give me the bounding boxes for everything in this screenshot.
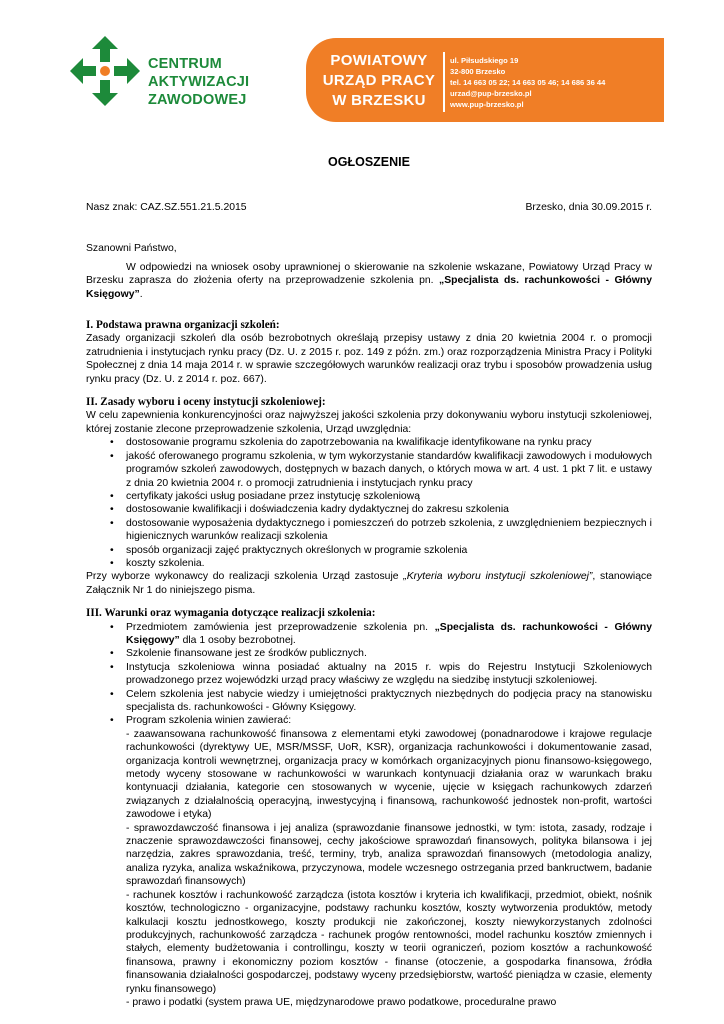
program-item: - zaawansowana rachunkowość finansowa z elementami etyki zawodowej (ponadnarodowe i krajowe regulacje rachunkowości (dyrektywy UE, MSR/MSSF, UoR, KSR), organizacja rachunkowości i dokumentowanie zasad, organizacja kontroli wewnętrznej, organizacja pracy w komórkach organizacyjnych pionu finansowo-księgowego, metody wyceny stosowane w rachunkowości w warunkach kontynuacji działania oraz w warunkach braku kontynuacji działania, kategorie cen stosowanych w wycenie, ujęcie w księgach rachunkowych zdarzeń związanych z działalnością operacyjną, inwestycyjną i finansową, rachunkowość jednostek non-profit, wartości zawodowe i etyka) [126,728,652,821]
requirements-list [86,621,652,1010]
list-item: • dostosowanie wyposażenia dydaktycznego i pomieszczeń do potrzeb szkolenia, z uwzględnieniem bezpiecznych i higienicznych warunków realizacji szkolenia [110,517,652,543]
announcement-body [86,150,652,1009]
section-2-closing: Przy wyborze wykonawcy do realizacji szkolenia Urząd zastosuje „Kryteria wyboru instytucji szkoleniowej”, stanowiące Załącznik Nr 1 do niniejszego pisma. [86,571,652,596]
program-item: - rachunek kosztów i rachunkowość zarządcza (istota kosztów i kryteria ich kwalifikacji, przedmiot, obiekt, nośnik kosztów, technologiczno - organizacyjne, podstawy rachunku kosztów, koszty wytworzenia produktów, metody kalkulacji kosztu jednostkowego, koszty produkcji nie zakończonej, koszty niewykorzystanych zdolności produkcyjnych, rachunkowość zarządcza - rachunek progów rentowności, model rachunku kosztów zmiennych i stałych, elementy budżetowania i controllingu, koszty w teorii ograniczeń, poziom kosztów a rachunkowość finansowa, prawny i ekonomiczny poziom kosztów - finanse (otoczenie, a gospodarka finansowa, źródła finansowania działalności gospodarczej, podstawy wyceny przedsiębiorstw, wartość pieniądza w czasie, elementy rynku finansowego) [126,889,652,995]
intro-paragraph: W odpowiedzi na wniosek osoby uprawnionej o skierowanie na szkolenie wskazane, Powiatowy Urząd Pracy w Brzesku zaprasza do złożenia oferty na przeprowadzenie szkolenia pn. „Specjalista ds. rachunkowości - Główny Księgowy”. [86,261,652,300]
list-item: • Celem szkolenia jest nabycie wiedzy i umiejętności praktycznych niezbędnych do podjęcia pracy na stanowisku specjalista ds. rachunkowości - Główny Księgowy. [110,688,652,713]
office-name: POWIATOWY URZĄD PRACY W BRZESKU [322,52,436,109]
reference-number: Nasz znak: CAZ.SZ.551.21.5.2015 [86,202,247,213]
list-item: • Szkolenie finansowane jest ze środków publicznych. [110,648,367,660]
list-item: • koszty szkolenia. [110,557,205,569]
document-title: OGŁOSZENIE [328,155,410,169]
list-item: • Przedmiotem zamówienia jest przeprowadzenie szkolenia pn. „Specjalista ds. rachunkowości - Główny Księgowy” dla 1 osoby bezrobotnej. [110,621,652,646]
program-item: - sprawozdawczość finansowa i jej analiza (sprawozdanie finansowe jednostki, w tym: istota, zasady, rodzaje i znaczenie sprawozdawczości finansowej, cechy jakościowe sprawozdań finansowych, polityka bilansowa i jej narzędzia, zakres sprawozdania, treść, terminy, tryb, analiza sprawozdań finansowych (metodologia analizy, analiza ryzyka, analiza wskaźnikowa, przyczynowa, modele wczesnego ostrzegania przed bankructwem, badanie sprawozdań finansowych) [126,822,652,888]
list-item: • certyfikaty jakości usług posiadane przez instytucję szkoleniową [110,490,420,502]
list-item: • sposób organizacji zajęć praktycznych określonych w programie szkolenia [110,544,468,556]
list-item: • Program szkolenia winien zawierać: - zaawansowana rachunkowość finansowa z elementami etyki zawodowej (ponadnarodowe i krajowe regulacje rachunkowości (dyrektywy UE, MSR/MSSF, UoR, KSR), organizacja rachunkowości i dokumentowanie zasad, organizacja kontroli wewnętrznej, organizacja pracy w komórkach organizacyjnych pionu finansowo-księgowego, metody wyceny stosowane w rachunkowości w warunkach kontynuacji działania oraz w warunkach braku kontynuacji działania, kategorie cen stosowanych w wycenie, ujęcie w księgach rachunkowych zdarzeń związanych z działalnością operacyjną, inwestycyjną i finansową, rachunkowość jednostek non-profit, wartości zawodowe i etyka) - sprawozdawczość finansowa i jej analiza (sprawozdanie finansowe jednostki, w tym: istota, zasady, rodzaje i znaczenie sprawozdawczości finansowej, cechy jakościowe sprawozdań finansowych, polityka bilansowa i jej narzędzia, zakres sprawozdania, treść, terminy, tryb, analiza sprawozdań finansowych (metodologia analizy, analiza ryzyka, analiza wskaźnikowa, przyczynowa, modele wczesnego ostrzegania przed bankructwem, badanie sprawozdań finansowych) - rachunek kosztów i rachunkowość zarządcza (istota kosztów i kryteria ich kwalifikacji, przedmiot, obiekt, nośnik kosztów, technologiczno - organizacyjne, podstawy rachunku kosztów, koszty wytworzenia produktów, metody kalkulacji kosztu jednostkowego, koszty produkcji nie zakończonej, koszty niewykorzystanych zdolności produkcyjnych, rachunkowość zarządcza - rachunek progów rentowności, model rachunku kosztów zmiennych i stałych, elementy budżetowania i controllingu, koszty w teorii ograniczeń, poziom kosztów a rachunkowość finansowa, prawny i ekonomiczny poziom kosztów - finanse (otoczenie, a gospodarka finansowa, źródła finansowania działalności gospodarczej, podstawy wyceny przedsiębiorstw, wartość pieniądza w czasie, elementy rynku finansowego) - prawo i podatki (system prawa UE, międzynarodowe prawo podatkowe, proceduralne prawo [110,715,652,1008]
document-date: Brzesko, dnia 30.09.2015 r. [525,202,652,213]
list-item: • jakość oferowanego programu szkolenia, w tym wykorzystanie standardów kwalifikacji zawodowych i modułowych programów szkoleń zawodowych, dostępnych w bazach danych, o których mowa w art. 4 ust. 1 pkt 7 lit. e ustawy z dnia 20 kwietnia 2004 r. o promocji zatrudnienia i instytucjach rynku pracy [110,450,652,489]
postal-line: 32-800 Brzesko [450,67,506,76]
phone-line: tel. 14 663 05 22; 14 663 05 46; 14 686 36 44 [450,78,606,87]
cav-logo-text: CENTRUM AKTYWIZACJI ZAWODOWEJ [148,56,250,108]
section-3-heading: III. Warunki oraz wymagania dotyczące realizacji szkolenia: [86,607,376,620]
greeting: Szanowni Państwo, [86,243,177,255]
document-meta [86,201,652,214]
criteria-list [86,436,652,570]
letterhead [0,0,724,140]
banner-divider [443,52,445,112]
list-item: • Instytucja szkoleniowa winna posiadać aktualny na 2015 r. wpis do Rejestru Instytucji Szkoleniowych prowadzonego przez wojewódzki urząd pracy właściwy ze względu na siedzibę instytucji szkoleniowej. [110,661,652,687]
section-2-heading: II. Zasady wyboru i oceny instytucji szkoleniowej: [86,396,326,409]
arrows-logo-icon [68,34,142,108]
section-1-text: Zasady organizacji szkoleń dla osób bezrobotnych określają przepisy ustawy z dnia 20 kwietnia 2004 r. o promocji zatrudnienia i instytucjach rynku pracy (Dz. U. z 2015 r. poz. 149 z późn. zm.) oraz rozporządzenia Ministra Pracy i Polityki Społecznej z dnia 14 maja 2014 r. w sprawie szczegółowych warunków realizacji oraz trybu i sposobów prowadzenia usług rynku pracy (Dz. U. z 2014 r. poz. 667). [86,333,652,385]
list-item: • dostosowanie kwalifikacji i doświadczenia kadry dydaktycznej do zakresu szkolenia [110,504,509,516]
section-2-text: W celu zapewnienia konkurencyjności oraz najwyższej jakości szkolenia przy dokonywaniu wyboru instytucji szkoleniowej, której zostanie zlecone przeprowadzenie szkolenia, Urząd uwzględnia: [86,410,652,435]
email-link[interactable]: urzad@pup-brzesko.pl [450,89,532,98]
website-link[interactable]: www.pup-brzesko.pl [450,100,524,109]
section-1-heading: I. Podstawa prawna organizacji szkoleń: [86,319,280,332]
office-contact [450,55,605,110]
address-line: ul. Piłsudskiego 19 [450,56,519,65]
list-item: • dostosowanie programu szkolenia do zapotrzebowania na kwalifikacje identyfikowane na rynku pracy [110,437,592,449]
program-item: - prawo i podatki (system prawa UE, międzynarodowe prawo podatkowe, proceduralne prawo [126,996,557,1008]
